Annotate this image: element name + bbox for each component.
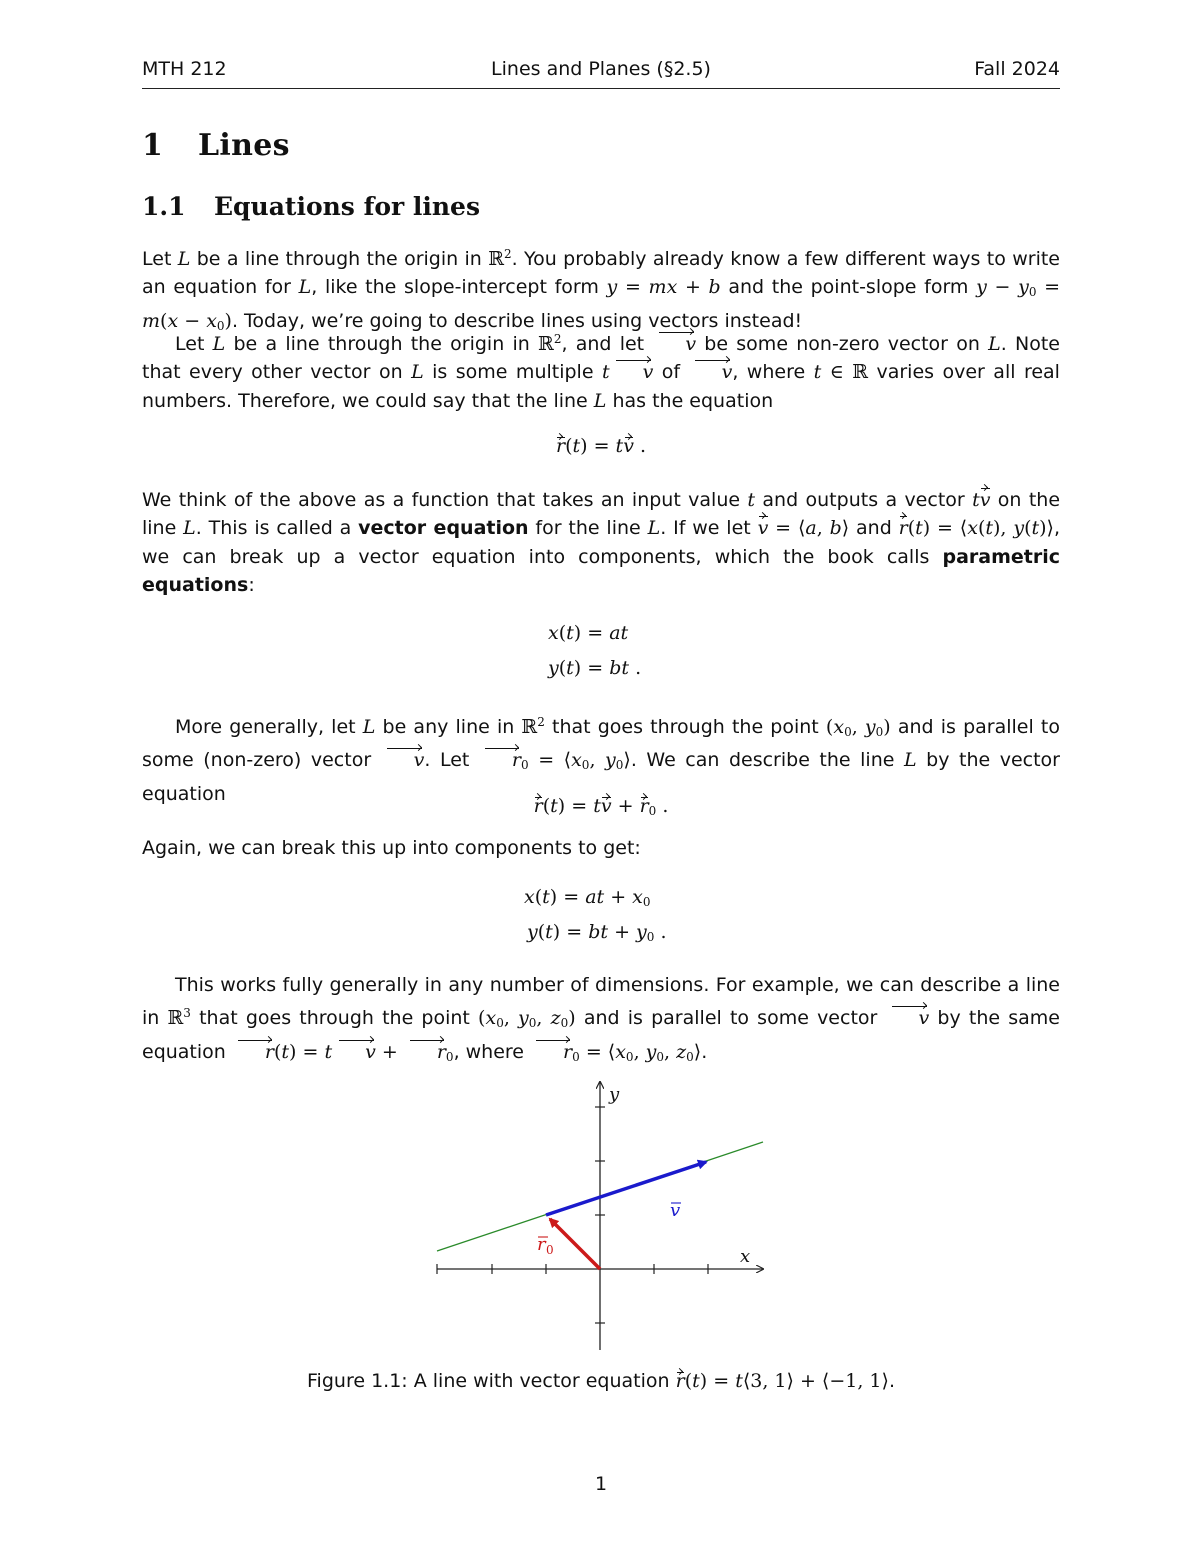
subsection-number: 1.1 (142, 192, 186, 221)
subsection-title-text: Equations for lines (214, 192, 481, 221)
page-header (142, 58, 1060, 89)
svg-text:r: r (537, 1234, 546, 1255)
header-term: Fall 2024 (974, 58, 1060, 80)
section-title (142, 128, 290, 163)
paragraph-intro: Let L be a line through the origin in ℝ$^2$. You probably already know a few different ways to write an equation for L, like the slope-intercept form y = mx + b and the point-slope form $y - y_0 = m(x - x_0)$. Today, we’re going to describe lines using vectors instead! (142, 247, 1061, 333)
paragraph-vector-equation: We think of the above as a function that takes an input value t and outputs a vector tv on the line L. This is called a vector equation for the line L. If we let v = ⟨a, b⟩ and r(t) = ⟨x(t), y(t)⟩, we can break up a vector equation into components, which the book calls parametric equations: (142, 486, 1060, 599)
parametric-equations-2: x(t) = at + $x_0$ y(t) = bt + $y_0$ . (524, 886, 667, 944)
section-number: 1 (142, 128, 164, 163)
term-parametric-equations: parametric equations (142, 545, 1060, 596)
figure-caption: Figure 1.1: A line with vector equation r(t) = t⟨3, 1⟩ + ⟨−1, 1⟩. (307, 1370, 895, 1392)
y-axis-label: y (609, 1084, 620, 1105)
section-title-text: Lines (198, 128, 290, 163)
svg-text:0: 0 (546, 1243, 554, 1257)
paragraph-general-line: More generally, let L be any line in ℝ$^2$ that goes through the point ($x_0$, $y_0$) and is parallel to some (non-zero) vector v. Let $r_0$ = $⟨x_0$, $y_0⟩$. We can describe the line L by the vector equation (142, 715, 1060, 805)
paragraph-vector-line: Let L be a line through the origin in ℝ$^2$, and let v be some non-zero vector on L. Note that every other vector on L is some multiple t v of v, where t ∈ ℝ varies over all real numbers. Therefore, we could say that the line L has the equation (142, 332, 1060, 412)
v-label (670, 1200, 681, 1221)
parametric-equations-1: x(t) = at y(t) = bt . (548, 622, 642, 679)
subsection-title (142, 192, 480, 221)
course-code: MTH 212 (142, 58, 227, 80)
r0-vector-arrow (550, 1219, 600, 1269)
term-vector-equation: vector equation (358, 517, 529, 540)
paragraph-dimensions: This works fully generally in any number of dimensions. For example, we can describe a line in ℝ$^3$ that goes through the point ($x_0$, $y_0$, $z_0$) and is parallel to some vector v by the same equation r(t) = t $v + r_0$, where $r_0$ = $⟨x_0$, $y_0$, $z_0⟩$. (142, 971, 1060, 1071)
line-vector-figure (430, 1075, 770, 1360)
equation-r-tv-r0: r(t) = tv + $r_0$ . (533, 795, 669, 818)
v-vector-arrow (546, 1162, 706, 1215)
page-number: 1 (594, 1473, 608, 1495)
x-axis-label: x (740, 1246, 751, 1267)
r0-label (537, 1234, 554, 1257)
svg-text:v: v (670, 1200, 681, 1221)
header-topic: Lines and Planes (§2.5) (491, 58, 711, 80)
paragraph-components: Again, we can break this up into components to get: (142, 837, 641, 859)
equation-r-tv: r(t) = tv . (555, 435, 647, 457)
